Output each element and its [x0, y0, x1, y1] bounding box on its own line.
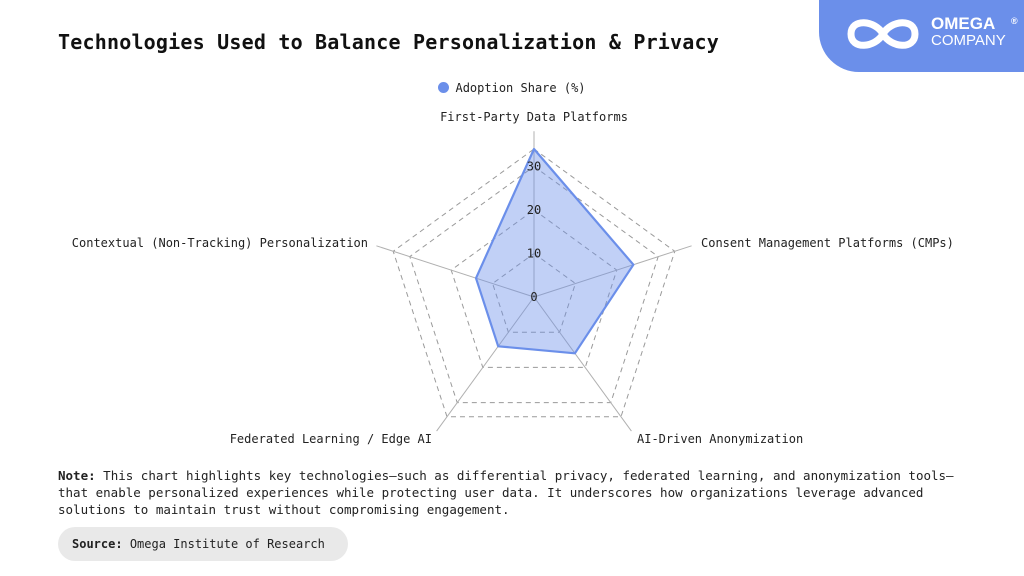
tick-label: 30 — [526, 159, 542, 174]
tick-label: 20 — [526, 202, 542, 217]
note-text: This chart highlights key technologies—such as differential privacy, federated learning, and anonymization tools—that enable personalized experiences while protecting user data. It underscores how organizations leverage advanced solutions to maintain trust without compromising engagement. — [58, 468, 954, 517]
tick-label: 0 — [530, 290, 538, 304]
radar-series — [476, 149, 633, 353]
tick-label: 10 — [526, 246, 542, 261]
series-area — [476, 149, 633, 353]
category-label: AI-Driven Anonymization — [637, 432, 804, 446]
category-label: Contextual (Non-Tracking) Personalization — [71, 236, 368, 250]
registered-mark: ® — [1011, 16, 1018, 26]
category-label: Federated Learning / Edge AI — [229, 432, 432, 446]
source-text: Omega Institute of Research — [129, 537, 325, 551]
legend-label: Adoption Share (%) — [455, 81, 586, 95]
logo-subtitle: COMPANY — [931, 32, 1006, 49]
chart-title: Technologies Used to Balance Personalization & Privacy — [58, 30, 720, 54]
note-label: Note: — [58, 468, 96, 483]
chart-note — [58, 467, 978, 518]
logo-name: OMEGA — [931, 14, 996, 33]
source-badge — [58, 527, 348, 561]
category-label: First-Party Data Platforms — [440, 110, 628, 124]
category-label: Consent Management Platforms (CMPs) — [701, 236, 954, 250]
source-label: Source: — [72, 537, 123, 551]
